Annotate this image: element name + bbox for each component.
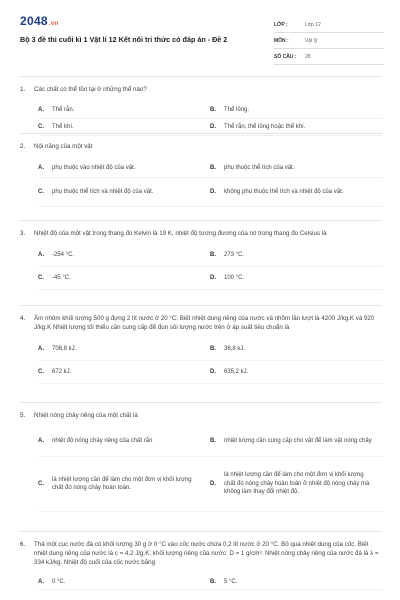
option-b[interactable]: B. nhiệt lượng cần cung cấp cho vật để làm vật nóng chảy	[210, 426, 382, 457]
option-b[interactable]: B. 36,8 kJ.	[210, 338, 382, 361]
option-a[interactable]: A. 708,8 kJ.	[38, 338, 210, 361]
option-a[interactable]: A. -254 °C.	[38, 244, 210, 267]
option-c[interactable]: C. là nhiệt lượng cần để làm cho một đơn vị khối lượng chất đó nóng chảy hoàn toàn.	[38, 457, 210, 512]
option-b[interactable]: B. 273 °C.	[210, 244, 382, 267]
option-d[interactable]: D. 635,2 kJ.	[210, 361, 382, 384]
question-1	[20, 76, 382, 133]
option-b[interactable]: B. phụ thuộc thể tích của vật.	[210, 159, 382, 178]
question-stem: 3. Nhiệt độ của một vật trong thang đo Kelvin là 19 K, nhiệt độ tương đương của nó trong thang đo Celsius là	[20, 230, 327, 237]
option-d[interactable]: D. Thể rắn, thể lỏng hoặc thể khí.	[210, 119, 382, 136]
site-logo[interactable]: 2048.vn	[20, 14, 59, 28]
question-stem: 1. Các chất có thể tồn tại ở những thể nào?	[20, 86, 147, 93]
question-3	[20, 220, 382, 305]
question-list	[20, 76, 382, 600]
question-6	[20, 531, 382, 600]
question-5	[20, 402, 382, 531]
option-d[interactable]: D. là nhiệt lượng cần để làm cho một đơn vị khối lượng chất đó nóng chảy hoàn toàn ở nhiệt độ nóng chảy mà không làm thay đổi nhiệt độ.	[210, 457, 382, 512]
exam-meta	[274, 17, 384, 65]
option-b[interactable]: B. Thể lỏng.	[210, 102, 382, 119]
question-4	[20, 305, 382, 402]
question-stem: 6. Thả một cục nước đá có khối lượng 30 g ở 0 °C vào cốc nước chứa 0,2 lít nước ở 20 °C. Bỏ qua nhiệt dung của cốc. Biết nhiệt dung riêng của nước là c = 4,2 J/g.K; khối lượng riêng của nước: D = 1 g/cm³. Nhiệt nóng chảy riêng của nước đá là λ = 334 kJ/kg. Nhiệt độ cuối của cốc nước bằng	[20, 541, 379, 566]
option-c[interactable]: C. Thể khí.	[38, 119, 210, 136]
option-d[interactable]: D. 100 °C.	[210, 267, 382, 290]
meta-question-count: SỐ CÂU : 28	[274, 49, 384, 65]
question-2	[20, 133, 382, 220]
question-stem: 2. Nội năng của một vật	[20, 143, 93, 150]
option-b[interactable]: B. 5 °C.	[210, 575, 382, 590]
option-a[interactable]: A. phụ thuộc vào nhiệt độ của vật.	[38, 159, 210, 178]
page-header	[20, 14, 382, 72]
option-d[interactable]: D. không phụ thuộc thể tích và nhiệt độ của vật.	[210, 178, 382, 207]
meta-subject: MÔN : Vật lý	[274, 33, 384, 49]
option-a[interactable]: A. 0 °C.	[38, 575, 210, 590]
question-stem: 5. Nhiệt nóng chảy riêng của một chất là	[20, 412, 138, 419]
exam-title: Bộ 3 đề thi cuối kì 1 Vật lí 12 Kết nối tri thức có đáp án - Đề 2	[20, 35, 228, 44]
question-stem: 4. Ấm nhôm khối lượng 500 g đựng 2 lít nước ở 20 °C. Biết nhiệt dung riêng của nước và nhôm lần lượt là 4200 J/kg.K và 920 J/kg.K Nhiệt lượng tối thiểu cần cung cấp để đun sôi lượng nước trên ở áp suất tiêu chuẩn là	[20, 315, 375, 331]
option-c[interactable]: C. phụ thuộc thể tích và nhiệt độ của vật.	[38, 178, 210, 207]
meta-class: LỚP : Lớp 12	[274, 17, 384, 33]
option-a[interactable]: A. nhiệt độ nóng chảy riêng của chất rắn	[38, 426, 210, 457]
option-a[interactable]: A. Thể rắn.	[38, 102, 210, 119]
option-c[interactable]: C. 672 kJ.	[38, 361, 210, 384]
option-c[interactable]: C. -45 °C.	[38, 267, 210, 290]
